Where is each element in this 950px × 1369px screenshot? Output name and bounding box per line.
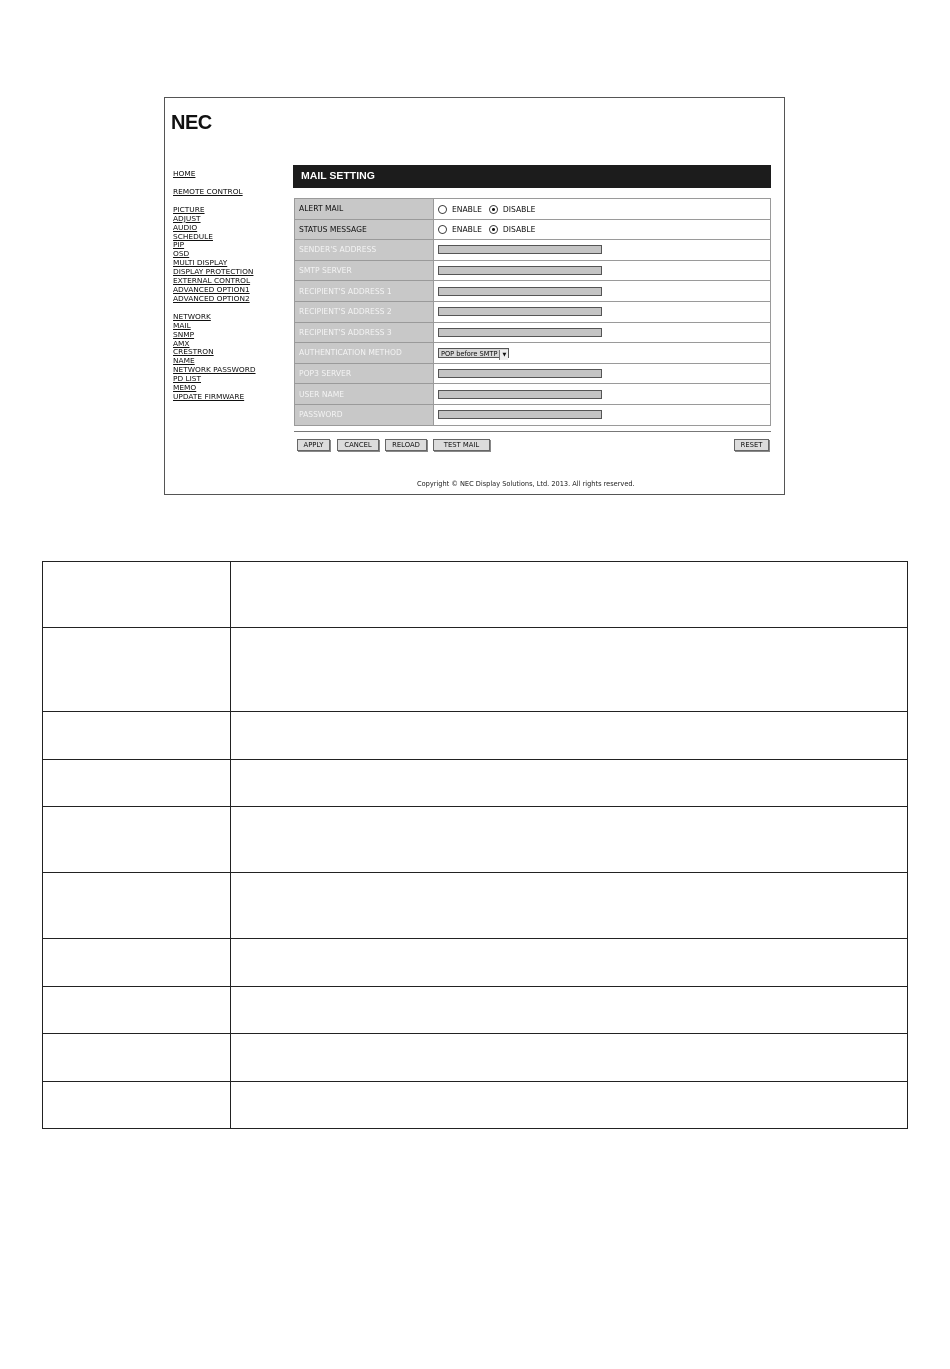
row-alert-mail <box>295 199 771 220</box>
status-message-disable-label: DISABLE <box>502 225 536 235</box>
status-message-options <box>434 219 771 240</box>
recipient-3-label: RECIPIENT'S ADDRESS 3 <box>295 322 434 343</box>
alert-mail-enable-label: ENABLE <box>452 204 482 214</box>
nav-link-network[interactable]: NETWORK <box>173 311 211 321</box>
copyright-notice: Copyright © NEC Display Solutions, Ltd. 2013. All rights reserved. <box>417 480 635 488</box>
auth-method-select[interactable] <box>438 348 509 358</box>
status-message-enable-radio[interactable] <box>438 225 447 234</box>
smtp-server-input[interactable] <box>438 266 602 275</box>
alert-mail-label: ALERT MAIL <box>295 199 434 220</box>
nav-link-picture[interactable]: PICTURE <box>173 204 205 214</box>
recipient-3-input[interactable] <box>438 328 602 337</box>
reload-button[interactable]: RELOAD <box>385 439 427 451</box>
smtp-server-label: SMTP SERVER <box>295 260 434 281</box>
row-recipient-3 <box>295 322 771 343</box>
nav-link-snmp[interactable]: SNMP <box>173 329 195 339</box>
nav-link-crestron[interactable]: CRESTRON <box>173 347 214 357</box>
nav-link-osd[interactable]: OSD <box>173 249 190 259</box>
alert-mail-enable-radio[interactable] <box>438 205 447 214</box>
desc-row <box>43 939 908 987</box>
desc-row <box>43 1034 908 1082</box>
desc-row <box>43 873 908 939</box>
status-message-disable-radio[interactable] <box>489 225 498 234</box>
button-divider <box>294 431 771 432</box>
nav-link-schedule[interactable]: SCHEDULE <box>173 231 213 241</box>
pop3-server-label: POP3 SERVER <box>295 363 434 384</box>
nav-link-memo[interactable]: MEMO <box>173 383 197 393</box>
pop3-server-input[interactable] <box>438 369 602 378</box>
row-status-message <box>295 219 771 240</box>
desc-row <box>43 987 908 1034</box>
nav-link-name[interactable]: NAME <box>173 356 195 366</box>
nav-link-amx[interactable]: AMX <box>173 338 190 348</box>
password-label: PASSWORD <box>295 404 434 425</box>
user-name-input[interactable] <box>438 390 602 399</box>
row-smtp-server <box>295 260 771 281</box>
recipient-1-label: RECIPIENT'S ADDRESS 1 <box>295 281 434 302</box>
recipient-2-input[interactable] <box>438 307 602 316</box>
recipient-2-label: RECIPIENT'S ADDRESS 2 <box>295 301 434 322</box>
row-password <box>295 404 771 425</box>
nav-link-pip[interactable]: PIP <box>173 240 185 250</box>
nav-link-mail[interactable]: MAIL <box>173 320 191 330</box>
row-recipient-1 <box>295 281 771 302</box>
desc-row <box>43 628 908 712</box>
nav-link-pd-list[interactable]: PD LIST <box>173 374 201 384</box>
desc-row <box>43 562 908 628</box>
nav-link-multi-display[interactable]: MULTI DISPLAY <box>173 258 228 268</box>
row-auth-method <box>295 343 771 364</box>
nav-link-home[interactable]: HOME <box>173 169 196 178</box>
desc-row <box>43 1082 908 1129</box>
nav-group <box>173 170 283 179</box>
sidebar-nav <box>173 170 283 411</box>
reset-button[interactable]: RESET <box>734 439 769 451</box>
nav-link-update-firmware[interactable]: UPDATE FIRMWARE <box>173 391 245 401</box>
status-message-label: STATUS MESSAGE <box>295 219 434 240</box>
auth-method-value: POP before SMTP <box>441 349 498 358</box>
nav-link-external-control[interactable]: EXTERNAL CONTROL <box>173 276 251 286</box>
alert-mail-options <box>434 199 771 220</box>
apply-button[interactable]: APPLY <box>297 439 330 451</box>
nav-group <box>173 206 283 304</box>
nav-group <box>173 188 283 197</box>
page-title: MAIL SETTING <box>293 165 771 188</box>
password-input[interactable] <box>438 410 602 419</box>
nav-link-advanced-option2[interactable]: ADVANCED OPTION2 <box>173 293 250 303</box>
row-user-name <box>295 384 771 405</box>
mail-settings-table <box>294 198 771 426</box>
alert-mail-disable-radio[interactable] <box>489 205 498 214</box>
nav-link-remote-control[interactable]: REMOTE CONTROL <box>173 186 243 196</box>
chevron-down-icon: ▼ <box>499 350 508 360</box>
row-senders-address <box>295 240 771 261</box>
nav-link-network-password[interactable]: NETWORK PASSWORD <box>173 365 256 375</box>
user-name-label: USER NAME <box>295 384 434 405</box>
description-table <box>42 561 908 1129</box>
row-pop3-server <box>295 363 771 384</box>
alert-mail-disable-label: DISABLE <box>502 204 536 214</box>
nav-link-adjust[interactable]: ADJUST <box>173 213 201 223</box>
desc-row <box>43 760 908 807</box>
nec-logo: NEC <box>171 112 212 134</box>
status-message-enable-label: ENABLE <box>452 225 482 235</box>
test-mail-button[interactable]: TEST MAIL <box>433 439 490 451</box>
nav-link-audio[interactable]: AUDIO <box>173 222 198 232</box>
senders-address-label: SENDER'S ADDRESS <box>295 240 434 261</box>
cancel-button[interactable]: CANCEL <box>337 439 379 451</box>
nav-group <box>173 313 283 402</box>
browser-screenshot <box>164 97 785 495</box>
nav-link-display-protection[interactable]: DISPLAY PROTECTION <box>173 267 254 277</box>
desc-row <box>43 712 908 760</box>
senders-address-input[interactable] <box>438 245 602 254</box>
nav-link-advanced-option1[interactable]: ADVANCED OPTION1 <box>173 284 250 294</box>
auth-method-label: AUTHENTICATION METHOD <box>295 343 434 364</box>
row-recipient-2 <box>295 301 771 322</box>
recipient-1-input[interactable] <box>438 287 602 296</box>
desc-row <box>43 807 908 873</box>
